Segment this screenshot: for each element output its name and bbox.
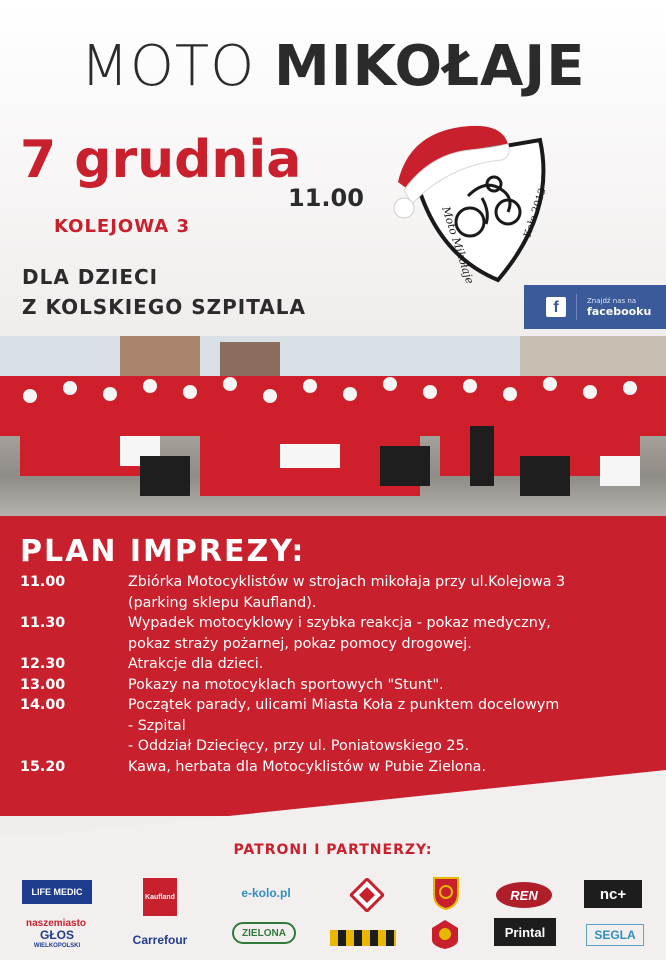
schedule-row xyxy=(20,675,660,696)
schedule-row xyxy=(20,695,660,716)
schedule-row xyxy=(20,654,660,675)
sponsor-printal xyxy=(494,918,556,946)
sponsor-nc-plus xyxy=(584,880,642,908)
nc-text: nc+ xyxy=(599,885,627,903)
e-kolo-text: e-kolo.pl xyxy=(241,886,291,900)
schedule-description: Kawa, herbata dla Motocyklistów w Pubie Zielona. xyxy=(128,758,486,775)
event-address: KOLEJOWA 3 xyxy=(54,216,190,237)
schedule-description: (parking sklepu Kaufland). xyxy=(128,594,317,611)
segla-text: SEGLA xyxy=(594,928,636,942)
glos-sub-text: WIELKOPOLSKI xyxy=(33,943,81,949)
schedule-row xyxy=(20,634,660,655)
facebook-line-1: Znajdź nas na xyxy=(587,296,637,305)
facebook-icon: f xyxy=(546,297,566,317)
schedule-time: 11.00 xyxy=(20,574,66,590)
sponsor-carrefour xyxy=(112,930,208,950)
schedule-time: 14.00 xyxy=(20,697,66,713)
schedule-description: - Szpital xyxy=(128,717,186,734)
title-moto: MOTO xyxy=(80,34,256,99)
schedule-row xyxy=(20,736,660,757)
section-divider xyxy=(0,770,666,840)
sponsor-pomoc-drogowa xyxy=(330,930,396,946)
audience-line-2: Z KOLSKIEGO SZPITALA xyxy=(22,295,306,319)
sponsor-life-medic xyxy=(22,880,92,904)
schedule-time: 15.20 xyxy=(20,758,66,775)
glos-text: GŁOS xyxy=(39,928,74,942)
plan-title: PLAN IMPREZY: xyxy=(20,534,306,569)
group-photo xyxy=(0,336,666,516)
schedule-description: Początek parady, ulicami Miasta Koła z punktem docelowym xyxy=(128,697,560,713)
city-crest-icon xyxy=(432,876,460,910)
schedule-time: 12.30 xyxy=(20,656,66,672)
nasze-miasto-text: naszemiasto xyxy=(25,917,87,929)
schedule-time xyxy=(20,736,128,757)
logo-text-left: Moto Mikołaje xyxy=(439,204,477,286)
facebook-line-2: facebooku xyxy=(587,304,652,318)
sponsor-segla xyxy=(586,924,644,946)
schedule-row xyxy=(20,716,660,737)
facebook-badge[interactable] xyxy=(524,285,666,329)
schedule-list xyxy=(20,572,660,777)
schedule-time xyxy=(20,716,128,737)
sponsor-zielona xyxy=(232,922,296,944)
schedule-time xyxy=(20,634,128,655)
sponsor-kaufland xyxy=(143,878,177,916)
event-time: 11.00 xyxy=(288,184,364,212)
schedule-row xyxy=(20,613,660,634)
printal-text: Printal xyxy=(504,924,546,940)
sponsor-diamond-logo xyxy=(350,878,384,912)
title-mikolaje: MIKOŁAJE xyxy=(274,34,586,99)
sponsor-e-kolo xyxy=(230,882,302,904)
schedule-row xyxy=(20,572,660,593)
schedule-description: Pokazy na motocyklach sportowych "Stunt". xyxy=(128,676,444,693)
event-audience xyxy=(22,262,306,322)
schedule-time xyxy=(20,593,128,614)
schedule-description: Wypadek motocyklowy i szybka reakcja - pokaz medyczny, xyxy=(128,615,551,631)
carrefour-text: Carrefour xyxy=(132,933,188,947)
schedule-row xyxy=(20,593,660,614)
event-date: 7 grudnia xyxy=(20,130,302,190)
schedule-time: 11.30 xyxy=(20,615,66,631)
photo-crowd-illustration xyxy=(0,336,666,516)
logo-text-right: Koło 2013 xyxy=(522,186,549,239)
schedule-description: - Oddział Dziecięcy, przy ul. Poniatowskiego 25. xyxy=(128,738,470,754)
ren-text: REN xyxy=(510,887,538,903)
facebook-text xyxy=(587,297,651,318)
moto-mikolaje-logo xyxy=(390,112,560,286)
kaufland-text: Kaufland xyxy=(145,893,175,901)
schedule-time: 13.00 xyxy=(20,676,66,693)
poster-title xyxy=(0,34,666,99)
sponsor-ren xyxy=(496,882,552,908)
partners-title: PATRONI I PARTNERZY: xyxy=(233,842,433,858)
schedule-description: pokaz straży pożarnej, pokaz pomocy drogowej. xyxy=(128,635,472,652)
fire-brigade-icon xyxy=(430,918,460,950)
life-medic-text: LIFE MEDIC xyxy=(31,887,83,897)
zielona-text: ZIELONA xyxy=(242,927,286,939)
audience-line-1: DLA DZIECI xyxy=(22,265,159,289)
schedule-description: Zbiórka Motocyklistów w strojach mikołaja przy ul.Kolejowa 3 xyxy=(128,574,566,590)
sponsor-glos xyxy=(28,930,86,952)
facebook-divider xyxy=(576,294,577,320)
schedule-description: Atrakcje dla dzieci. xyxy=(128,656,264,672)
